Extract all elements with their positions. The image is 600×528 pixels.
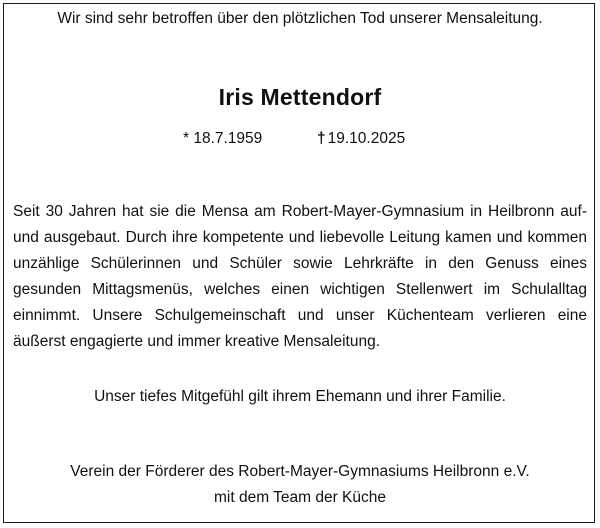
signature-line-2: mit dem Team der Küche (213, 489, 386, 506)
cross-icon: † (317, 130, 326, 147)
death-date-line (317, 128, 405, 150)
signature-line-1: Verein der Förderer des Robert-Mayer-Gymnasiums Heilbronn e.V. (70, 463, 530, 480)
deceased-name: Iris Mettendorf (218, 84, 382, 110)
intro-text: Wir sind sehr betroffen über den plötzlichen Tod unserer Mensaleitung. (57, 10, 543, 27)
obituary-body: Seit 30 Jahren hat sie die Mensa am Robert-Mayer-Gymnasium in Heilbronn auf- und ausgebaut. Durch ihre kompetente und liebevolle Leitung kamen und kommen unzählige Schülerinnen und Schüler sowie Lehrkräfte in den Genuss eines gesunden Mittagsmenüs, welches einen wichtigen Stellenwert im Schulalltag einnimmt. Unsere Schulgemeinschaft und unser Küchenteam verlieren eine äußerst engagierte und immer kreative Mensaleitung. (13, 203, 587, 350)
signature-block (0, 459, 600, 511)
birth-date: * 18.7.1959 (183, 130, 263, 147)
death-date: 19.10.2025 (327, 130, 406, 147)
sympathy-text: Unser tiefes Mitgefühl gilt ihrem Ehemann und ihrer Familie. (94, 388, 506, 405)
